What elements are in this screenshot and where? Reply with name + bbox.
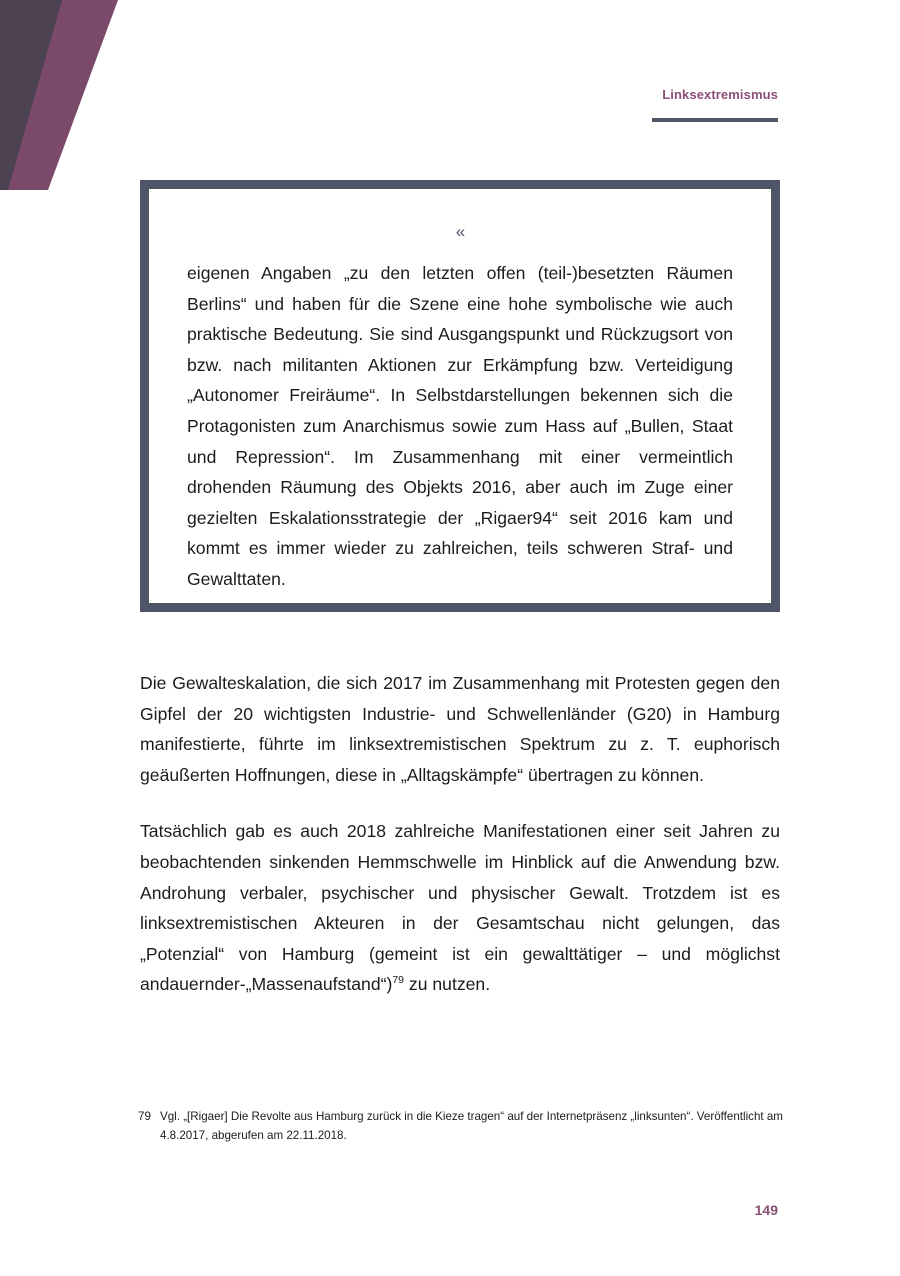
callout-box [140, 180, 780, 612]
header-rule [652, 118, 778, 122]
corner-decoration [0, 0, 170, 190]
paragraph-1: Die Gewalteskalation, die sich 2017 im Zusammenhang mit Protesten gegen den Gipfel der 20 wichtigsten Industrie- und Schwellenländer (G20) in Hamburg manifestierte, führte im linksextremistischen Spektrum zu z. T. euphorisch geäußerten Hoffnungen, diese in „Alltagskämpfe“ übertragen zu können. [140, 673, 780, 785]
footnote-number: 79 [138, 1110, 151, 1123]
callout-inner [149, 189, 771, 603]
footnote-reference[interactable]: 79 [392, 974, 405, 987]
paragraph-2-text: Tatsächlich gab es auch 2018 zahlreiche Manifestationen einer seit Jahren zu beobachtenden sinkenden Hemmschwelle im Hinblick auf die Anwendung bzw. Androhung verbaler, psychischer und physischer Gewalt. Trotzdem ist es linksextremistischen Akteuren in der Gesamtschau nicht gelungen, das „Potenzial“ von Hamburg (gemeint ist ein gewalttätiger – und möglichst andauernder-„Massenaufstand“) [140, 821, 780, 995]
page-number: 149 [754, 1202, 778, 1218]
body-text [140, 668, 780, 1000]
paragraph-2-tail: zu nutzen. [404, 974, 491, 995]
paragraph-2 [140, 816, 780, 1000]
footnote-text: Vgl. „[Rigaer] Die Revolte aus Hamburg zurück in die Kieze tragen“ auf der Internetpräsenz „linksunten“. Veröffentlicht am 4.8.2017, abgerufen am 22.11.2018. [160, 1110, 783, 1142]
footnote [138, 1108, 788, 1146]
section-title: Linksextremismus [662, 87, 778, 102]
callout-text: eigenen Angaben „zu den letzten offen (teil-)besetzten Räumen Berlins“ und haben für die Szene eine hohe symbolische wie auch praktische Bedeutung. Sie sind Ausgangspunkt und Rückzugsort von bzw. nach militanten Aktionen zur Erkämpfung bzw. Verteidigung „Autonomer Freiräume“. In Selbstdarstellungen bekennen sich die Protagonisten zum Anarchismus sowie zum Hass auf „Bullen, Staat und Repression“. Im Zusammenhang mit einer vermeintlich drohenden Räumung des Objekts 2016, aber auch im Zuge einer gezielten Eskalationsstrategie der „Rigaer94“ seit 2016 kam und kommt es immer wieder zu zahlreichen, teils schweren Straf- und Gewalttaten. [187, 263, 733, 590]
page-header [652, 88, 778, 122]
double-chevron-up-icon: « [455, 222, 465, 241]
